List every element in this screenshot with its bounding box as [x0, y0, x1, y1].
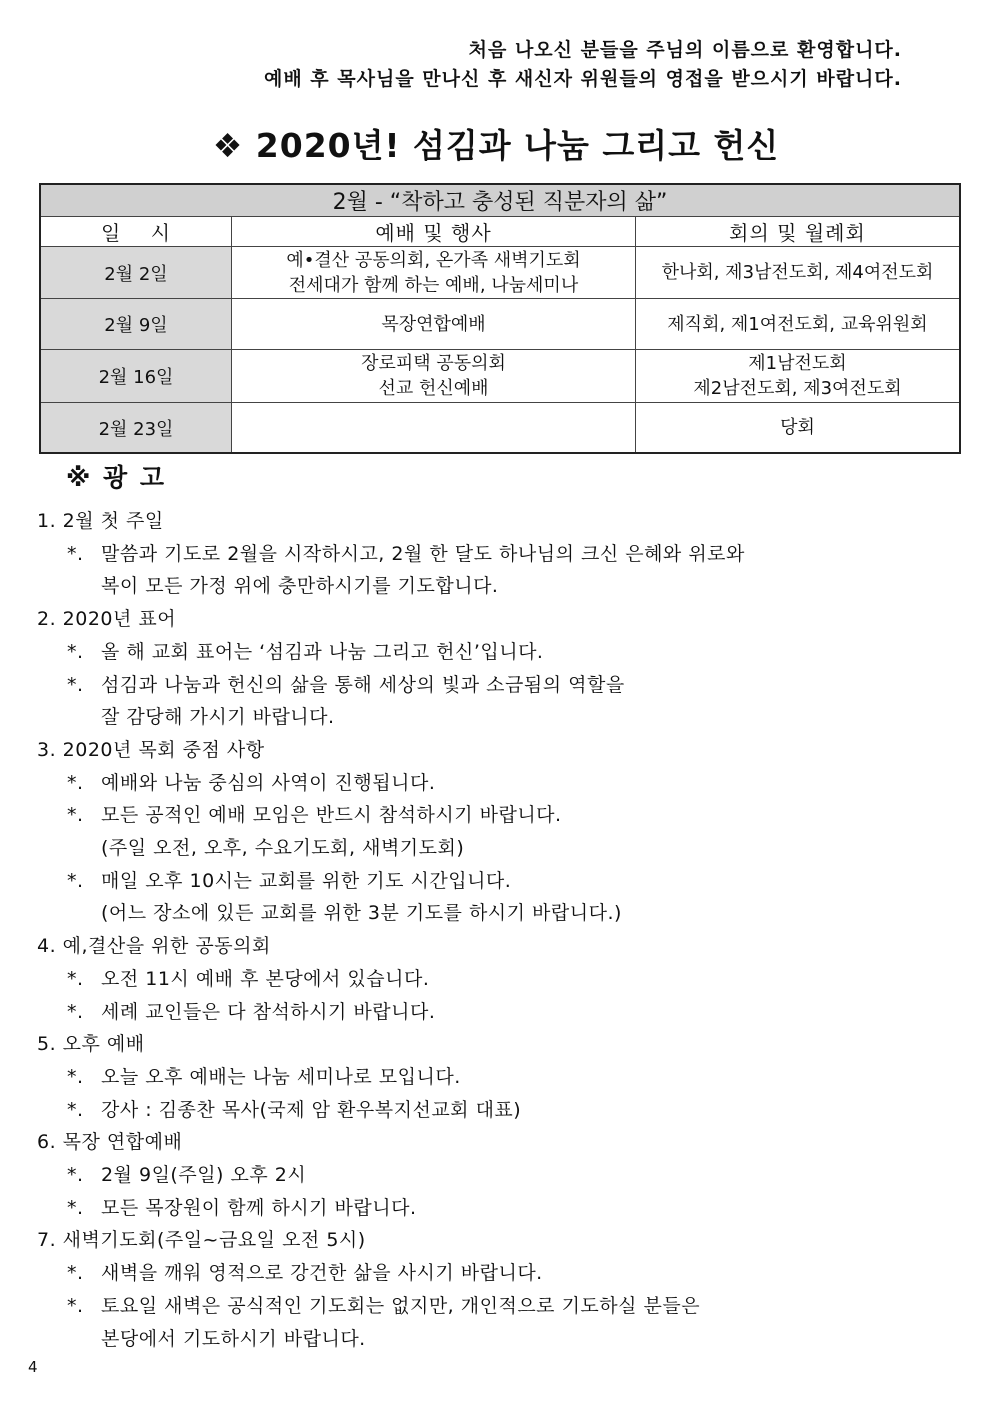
column-header-date: 일 시	[40, 217, 232, 247]
date-cell: 2월 9일	[40, 299, 232, 350]
announcement-item	[37, 799, 937, 864]
bullet-marker: *.	[67, 1000, 84, 1023]
meeting-line: 당회	[780, 417, 815, 438]
events-cell	[232, 350, 636, 403]
announcement-text: 오전 11시 예배 후 본당에서 있습니다.	[101, 967, 430, 990]
announcement-text: (어느 장소에 있든 교회를 위한 3분 기도를 하시기 바랍니다.)	[101, 902, 622, 925]
date-cell: 2월 23일	[40, 403, 232, 454]
column-header-events: 예배 및 행사	[232, 217, 636, 247]
announcement-title: 2. 2020년 표어	[37, 608, 177, 631]
announcement-text: 모든 공적인 예배 모임은 반드시 참석하시기 바랍니다.	[101, 804, 562, 827]
announcement-section	[37, 734, 937, 930]
bullet-marker: *.	[67, 1196, 84, 1219]
bullet-marker: *.	[67, 771, 84, 794]
announcement-item	[37, 1290, 937, 1355]
page-number: 4	[28, 1358, 38, 1376]
announcements-heading: ※ 광 고	[66, 463, 167, 492]
announcement-section	[37, 603, 937, 734]
announcement-title: 4. 예,결산을 위한 공동의회	[37, 935, 271, 958]
announcement-text: 오늘 오후 예배는 나눔 세미나로 모입니다.	[101, 1065, 461, 1088]
announcement-section	[37, 505, 937, 603]
column-header-meetings: 회의 및 월례회	[636, 217, 961, 247]
meeting-line: 한나회, 제3남전도회, 제4여전도회	[661, 262, 934, 283]
announcement-text: 말씀과 기도로 2월을 시작하시고, 2월 한 달도 하나님의 크신 은혜와 위로와	[101, 542, 745, 565]
bullet-marker: *.	[67, 542, 84, 565]
announcement-text: 토요일 새벽은 공식적인 기도회는 없지만, 개인적으로 기도하실 분들은	[101, 1294, 701, 1317]
announcement-section	[37, 930, 937, 1028]
event-line: 목장연합예배	[381, 313, 486, 335]
bullet-marker: *.	[67, 1065, 84, 1088]
bullet-marker: *.	[67, 1294, 84, 1317]
meetings-cell	[636, 403, 961, 454]
bullet-marker: *.	[67, 869, 84, 892]
bullet-marker: *.	[67, 1098, 84, 1121]
announcement-title: 6. 목장 연합예배	[37, 1131, 183, 1154]
date-cell: 2월 2일	[40, 247, 232, 299]
announcement-item	[37, 1061, 937, 1094]
meeting-line: 제1남전도회	[748, 353, 847, 374]
announcement-item	[37, 963, 937, 996]
announcement-section	[37, 1224, 937, 1355]
bullet-marker: *.	[67, 967, 84, 990]
announcement-item	[37, 538, 937, 603]
announcement-text: (주일 오전, 오후, 수요기도회, 새벽기도회)	[101, 837, 465, 860]
announcement-text: 새벽을 깨워 영적으로 강건한 삶을 사시기 바랍니다.	[101, 1262, 543, 1285]
announcement-text: 본당에서 기도하시기 바랍니다.	[101, 1327, 366, 1350]
meeting-line: 제직회, 제1여전도회, 교육위원회	[667, 313, 928, 335]
announcement-text: 올 해 교회 표어는 ‘섬김과 나눔 그리고 헌신’입니다.	[101, 640, 544, 663]
announcement-title: 7. 새벽기도회(주일~금요일 오전 5시)	[37, 1229, 366, 1252]
bullet-marker: *.	[67, 1164, 84, 1187]
announcement-text: 잘 감당해 가시기 바랍니다.	[101, 706, 335, 729]
announcement-item	[37, 669, 937, 734]
announcement-section	[37, 1028, 937, 1126]
date-cell: 2월 16일	[40, 350, 232, 403]
table-row	[40, 299, 960, 350]
bullet-marker: *.	[67, 673, 84, 696]
meetings-cell	[636, 299, 961, 350]
announcement-text: 2월 9일(주일) 오후 2시	[101, 1164, 307, 1187]
event-line: 전세대가 함께 하는 예배, 나눔세미나	[288, 274, 579, 296]
announcement-item	[37, 1094, 937, 1127]
event-line: 예•결산 공동의회, 온가족 새벽기도회	[286, 249, 581, 271]
table-row	[40, 247, 960, 299]
events-cell	[232, 247, 636, 299]
announcement-text: 복이 모든 가정 위에 충만하시기를 기도합니다.	[101, 575, 499, 598]
schedule-table	[39, 183, 961, 454]
welcome-message	[264, 36, 902, 94]
announcement-item	[37, 767, 937, 800]
announcement-title: 5. 오후 예배	[37, 1033, 145, 1056]
table-row	[40, 350, 960, 403]
bullet-marker: *.	[67, 804, 84, 827]
announcement-text: 세례 교인들은 다 참석하시기 바랍니다.	[101, 1000, 436, 1023]
announcement-text: 섬김과 나눔과 헌신의 삶을 통해 세상의 빛과 소금됨의 역할을	[101, 673, 625, 696]
announcements-list	[37, 505, 937, 1355]
event-line: 선교 헌신예배	[378, 378, 489, 399]
table-row	[40, 403, 960, 454]
meetings-cell	[636, 247, 961, 299]
announcement-item	[37, 865, 937, 930]
announcement-text: 매일 오후 10시는 교회를 위한 기도 시간입니다.	[101, 869, 512, 892]
bullet-marker: *.	[67, 640, 84, 663]
announcement-item	[37, 636, 937, 669]
meeting-line: 제2남전도회, 제3여전도회	[693, 378, 902, 399]
welcome-line-2: 예배 후 목사님을 만나신 후 새신자 위원들의 영접을 받으시기 바랍니다.	[263, 68, 902, 90]
announcement-text: 예배와 나눔 중심의 사역이 진행됩니다.	[101, 771, 436, 794]
announcement-item	[37, 1192, 937, 1225]
events-cell	[232, 299, 636, 350]
month-title: 2월 - “착하고 충성된 직분자의 삶”	[40, 184, 960, 217]
event-line: 장로피택 공동의회	[361, 353, 506, 374]
announcement-item	[37, 1257, 937, 1290]
announcement-item	[37, 1159, 937, 1192]
announcement-title: 1. 2월 첫 주일	[37, 510, 164, 532]
announcement-title: 3. 2020년 목회 중점 사항	[37, 738, 265, 761]
announcement-item	[37, 996, 937, 1029]
meetings-cell	[636, 350, 961, 403]
page-title: ❖ 2020년! 섬김과 나눔 그리고 헌신	[212, 126, 780, 165]
bullet-marker: *.	[67, 1262, 84, 1285]
announcement-text: 강사 : 김종찬 목사(국제 암 환우복지선교회 대표)	[101, 1098, 522, 1121]
events-cell	[232, 403, 636, 454]
announcement-text: 모든 목장원이 함께 하시기 바랍니다.	[101, 1196, 417, 1219]
welcome-line-1: 처음 나오신 분들을 주님의 이름으로 환영합니다.	[468, 39, 902, 61]
announcement-section	[37, 1126, 937, 1224]
